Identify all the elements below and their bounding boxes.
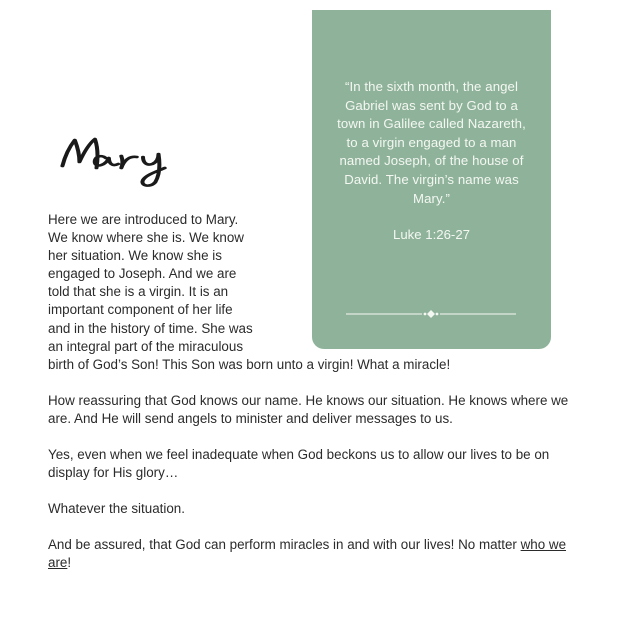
paragraph-5-end: ! [67,555,72,571]
intro-line: We know where she is. We know [48,230,244,246]
paragraph-4: Whatever the situation. [48,501,185,517]
intro-paragraph [48,211,298,356]
scripture-reference: Luke 1:26-27 [393,227,470,243]
intro-line: Here we are introduced to Mary. [48,212,239,227]
paragraph-3: Yes, even when we feel inadequate when God beckons us to allow our lives to be on display for His glory… [48,447,550,481]
intro-line: and in the history of time. She was [48,320,253,336]
intro-line: engaged to Joseph. And we are [48,266,237,282]
emphasis-who-we-are: who we are [48,537,567,571]
body-text [48,211,588,573]
paragraph-5-start: And be assured, that God can perform miracles in and with our lives! No matter [48,537,521,553]
intro-line: told that she is a virgin. It is an [48,284,229,300]
title-script-lettering [46,120,196,192]
title-text [196,120,197,121]
intro-line: important component of her life [48,302,233,318]
paragraph-5 [48,536,588,572]
paragraph-2: How reassuring that God knows our name. He knows our situation. He knows where we are. And He will send angels to minister and deliver messages to us. [48,392,569,426]
intro-line: her situation. We know she is [48,248,222,264]
intro-line: an integral part of the miraculous [48,338,244,354]
intro-continuation: birth of God’s Son! This Son was born unto a virgin! What a miracle! [48,356,451,372]
page-title [46,120,196,192]
scripture-quote-text: “In the sixth month, the angel Gabriel was sent by God to a town in Galilee called Nazareth, to a virgin engaged to a man named Joseph, of the house of David. The virgin’s name was Mary.” [337,79,526,206]
